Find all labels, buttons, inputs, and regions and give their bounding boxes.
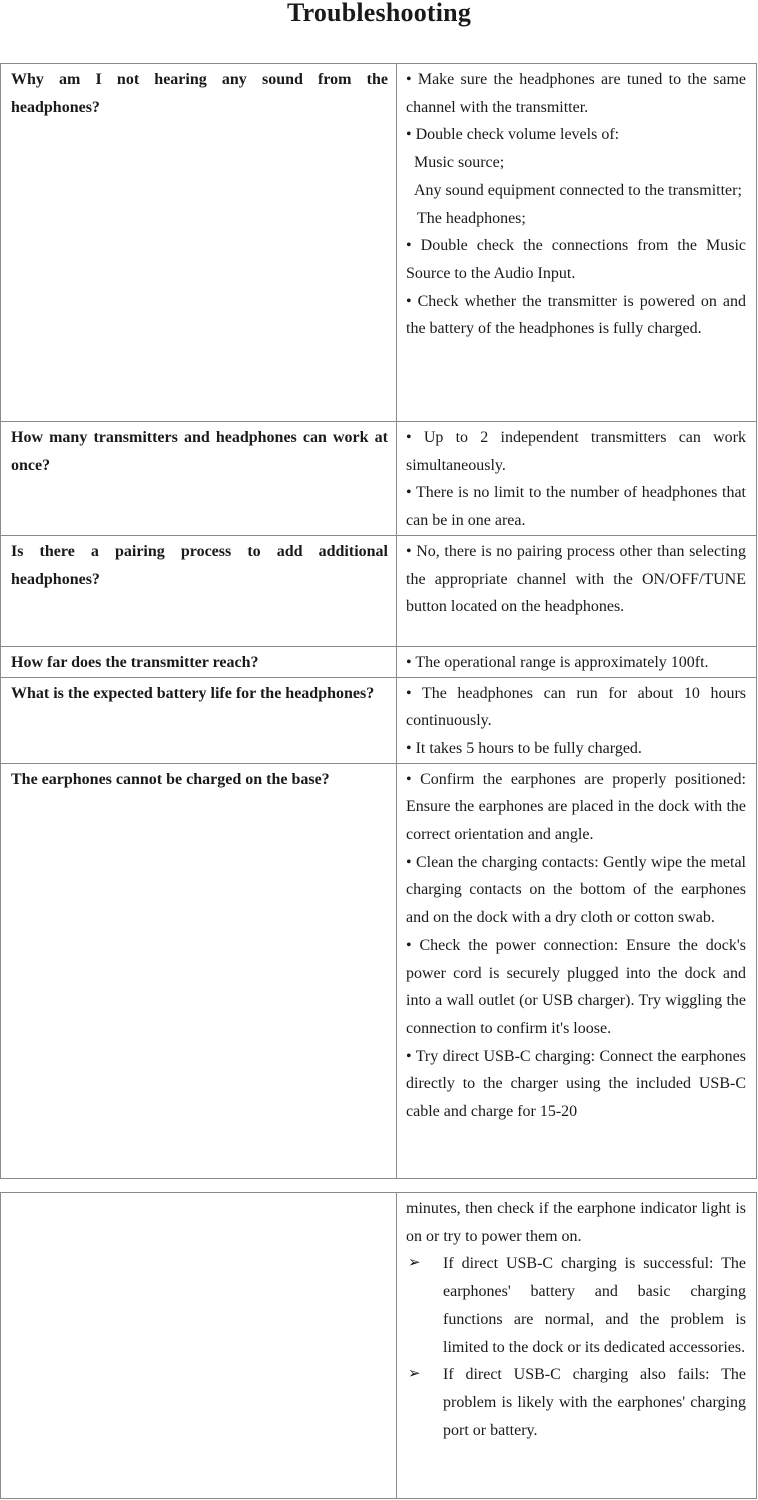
answer-line: • The headphones can run for about 10 hours continuously. [406, 684, 746, 730]
page-title: Troubleshooting [286, 0, 472, 27]
answer-cell [397, 763, 757, 1178]
question-cell: What is the expected battery life for the headphones? [1, 677, 397, 763]
answer-line: • Check whether the transmitter is powered on and the battery of the headphones is fully charged. [406, 292, 746, 338]
answer-line: • Up to 2 independent transmitters can work simultaneously. [406, 429, 746, 474]
answer-line: The headphones; [417, 209, 526, 227]
answer-line: • Confirm the earphones are properly positioned: Ensure the earphones are placed in the dock with the correct orientation and angle. [406, 770, 746, 844]
arrow-bullet-icon: ➢ [408, 1255, 421, 1272]
table-row [1, 763, 757, 1178]
question-cell: Is there a pairing process to add additional headphones? [1, 535, 397, 646]
answer-cell [397, 422, 757, 536]
question-cell: How far does the transmitter reach? [1, 646, 397, 677]
answer-cell [397, 535, 757, 646]
faq-table [0, 63, 757, 1179]
answer-line: Any sound equipment connected to the transmitter; [414, 181, 742, 199]
sub-list-item [406, 1250, 746, 1361]
answer-line: • Clean the charging contacts: Gently wipe the metal charging contacts on the bottom of the earphones and on the dock with a dry cloth or cotton swab. [406, 853, 746, 927]
question-cell-empty [1, 1193, 397, 1499]
table-row [1, 422, 757, 536]
question-cell: Why am I not hearing any sound from the headphones? [1, 64, 397, 422]
answer-line: Music source; [414, 154, 505, 172]
question-cell: How many transmitters and headphones can work at once? [1, 422, 397, 536]
arrow-bullet-icon: ➢ [408, 1366, 421, 1383]
table-row [1, 677, 757, 763]
faq-continuation-table [0, 1192, 757, 1499]
answer-cell [397, 677, 757, 763]
answer-line: minutes, then check if the earphone indicator light is on or try to power them on. [406, 1200, 746, 1245]
answer-cell [397, 1193, 757, 1499]
sub-item-text: If direct USB-C charging also fails: The problem is likely with the earphones' charging port or battery. [443, 1366, 746, 1439]
answer-line: • Make sure the headphones are tuned to the same channel with the transmitter. [406, 71, 746, 116]
answer-cell [397, 646, 757, 677]
sub-list-item [406, 1361, 746, 1444]
table-row [1, 64, 757, 422]
question-cell: The earphones cannot be charged on the base? [1, 763, 397, 1178]
sub-item-text: If direct USB-C charging is successful: The earphones' battery and basic charging functions are normal, and the problem is limited to the dock or its dedicated accessories. [443, 1255, 746, 1356]
answer-line: • It takes 5 hours to be fully charged. [406, 739, 642, 757]
answer-line: • No, there is no pairing process other than selecting the appropriate channel with the ON/OFF/TUNE button located on the headphones. [406, 542, 746, 616]
answer-line: • Double check the connections from the Music Source to the Audio Input. [406, 237, 746, 282]
table-row [1, 535, 757, 646]
answer-line: • Check the power connection: Ensure the dock's power cord is securely plugged into the dock and into a wall outlet (or USB charger). Try wiggling the connection to confirm it's loose. [406, 936, 746, 1037]
answer-line: • There is no limit to the number of headphones that can be in one area. [406, 484, 746, 530]
answer-line: • Double check volume levels of: [406, 126, 620, 144]
answer-line: • The operational range is approximately 100ft. [406, 653, 709, 671]
table-row [1, 1193, 757, 1499]
table-row [1, 646, 757, 677]
answer-line: • Try direct USB-C charging: Connect the earphones directly to the charger using the included USB-C cable and charge for 15-20 [406, 1047, 746, 1121]
answer-cell [397, 64, 757, 422]
